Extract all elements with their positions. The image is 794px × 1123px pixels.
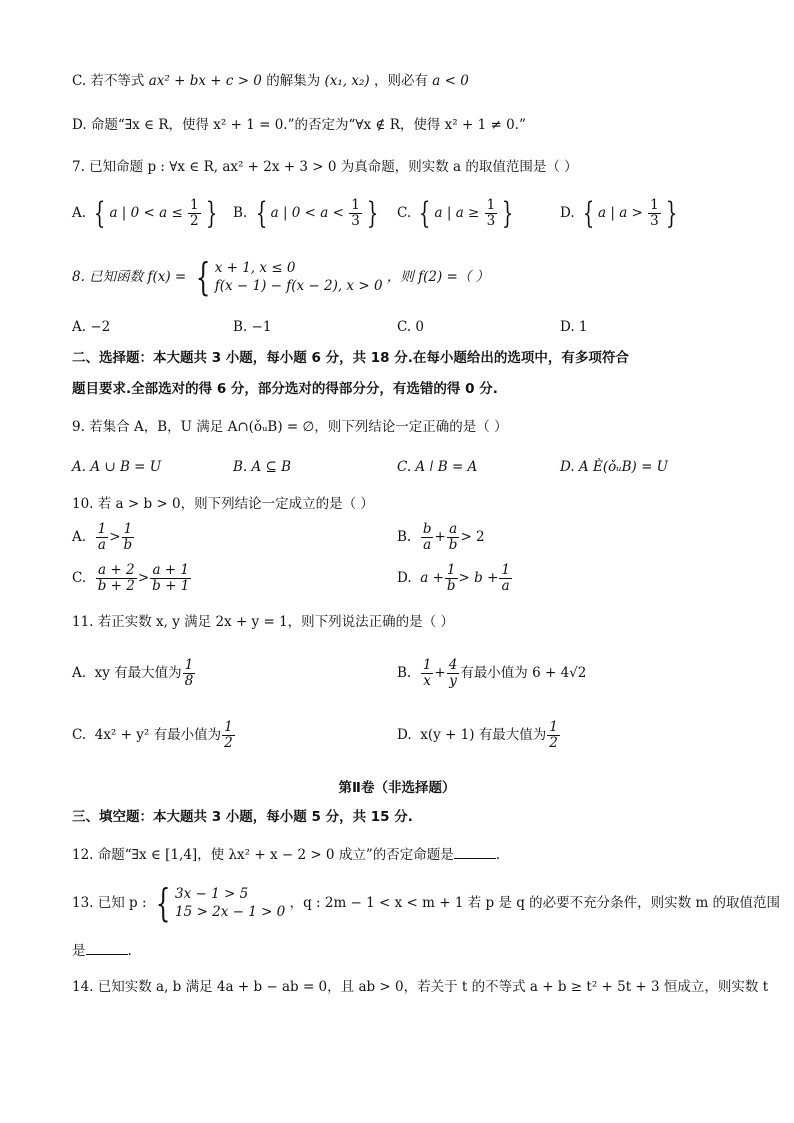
q9-option-d: D. A È(ǒᵤB) = U	[560, 459, 669, 475]
frac-num: 1	[422, 657, 432, 673]
fraction	[183, 658, 196, 689]
fraction	[447, 522, 460, 553]
q11-stem: 11. 若正实数 x, y 满足 2x + y = 1，则下列说法正确的是（ ）	[72, 614, 454, 630]
q7-option-b-label: B.	[233, 205, 248, 221]
section-3-heading: 三、填空题：本大题共 3 小题，每小题 5 分，共 15 分.	[72, 809, 413, 825]
operator: > b +	[458, 570, 499, 586]
q7-option-b-frac	[349, 198, 362, 229]
q10-option-c	[72, 563, 192, 594]
frac-num: 1	[501, 562, 510, 578]
frac-num: a + 2	[96, 563, 137, 579]
q8-piecewise	[215, 259, 383, 295]
right-brace-icon: }	[205, 195, 217, 231]
frac-num: b	[422, 521, 432, 537]
q7-option-c-label: C.	[397, 205, 412, 221]
frac-num: 1	[650, 197, 659, 213]
left-brace-icon: {	[419, 195, 431, 231]
q11-option-b: B. $\frac{1}{x}$ + $\frac{4}{y}$ 有最小值为 6 + 4√2	[397, 657, 587, 689]
q7-stem: 7. 已知命题 p : ∀x ∈ R, ax² + 2x + 3 > 0 为真命题，则实数 a 的取值范围是（ ）	[72, 159, 578, 175]
q7-option-a-expr: a | 0 < a ≤	[109, 205, 188, 221]
q14-line: 14. 已知实数 a, b 满足 4a + b − ab = 0，且 ab > 0，若关于 t 的不等式 a + b ≥ t² + 5t + 3 恒成立，则实数 t	[72, 979, 769, 995]
prefix: xy 有最大值为	[94, 665, 182, 681]
left-brace-icon: {	[94, 195, 106, 231]
q6c-set: (x₁, x₂)	[324, 73, 370, 89]
q8-case-2: f(x − 1) − f(x − 2), x > 0	[214, 278, 383, 294]
q6-option-c	[72, 72, 469, 90]
frac-num: a	[447, 522, 460, 538]
q13-line2-prefix: 是	[72, 943, 86, 959]
q10-option-a	[72, 522, 135, 553]
fraction	[447, 658, 460, 689]
q6c-expr: ax² + bx + c > 0	[148, 73, 262, 89]
frac-den: 3	[486, 213, 496, 229]
q7-option-a	[72, 195, 221, 231]
operator: +	[434, 529, 446, 545]
section-2-heading-line2: 题目要求.全部选对的得 6 分，部分选对的得部分分，有选错的得 0 分.	[72, 381, 498, 397]
q10-option-b-label: B.	[397, 529, 412, 545]
left-brace-icon: {	[255, 195, 267, 231]
q10-option-c-label: C.	[72, 570, 87, 586]
q11-option-c-label: C.	[72, 727, 87, 743]
q6c-end: ，则必有	[373, 73, 428, 89]
q7-option-b	[233, 195, 382, 231]
frac-den: b	[446, 578, 456, 594]
frac-den: 2	[549, 735, 558, 751]
section-2-heading-line1: 二、选择题：本大题共 3 小题，每小题 6 分，共 18 分.在每小题给出的选项中，有多项符合	[72, 350, 629, 366]
q9-stem: 9. 若集合 A，B，U 满足 A∩(ǒᵤB) = ∅，则下列结论一定正确的是（ ）	[72, 419, 508, 435]
right-brace-icon: }	[665, 195, 678, 231]
q13-suffix: ，q : 2m − 1 < x < m + 1 若 p 是 q 的必要不充分条件，则实数 m 的取值范围	[289, 895, 781, 911]
q7-option-a-frac	[188, 198, 201, 229]
q8-option-a: A. −2	[72, 319, 111, 335]
q7-option-c-expr: a | a ≥	[434, 205, 484, 221]
left-brace-icon: {	[155, 881, 171, 925]
q7-option-d-expr: a | a >	[598, 205, 648, 221]
frac-num: 1	[97, 521, 107, 537]
right-brace-icon: }	[502, 195, 514, 231]
q12-end: .	[495, 847, 501, 863]
frac-den: x	[423, 673, 431, 689]
frac-den: a	[423, 537, 432, 553]
frac-num: 1	[549, 719, 558, 735]
frac-num: 1	[190, 197, 199, 213]
q6c-mid: 的解集为	[266, 73, 321, 89]
q10-option-a-label: A.	[72, 529, 87, 545]
operator: >	[109, 529, 121, 545]
q7-option-c	[397, 195, 517, 231]
q11-option-c	[72, 720, 236, 751]
q8-option-c: C. 0	[397, 319, 425, 335]
q7-option-a-label: A.	[72, 205, 87, 221]
fraction	[499, 563, 512, 594]
q8-stem	[72, 255, 490, 299]
q8-option-d: D. 1	[560, 319, 588, 335]
frac-num: a + 1	[150, 563, 191, 579]
left-brace-icon: {	[582, 195, 595, 231]
q11-option-a-label: A.	[72, 665, 87, 681]
q12-text: 12. 命题“∃x ∈ [1,4]，使 λx² + x − 2 > 0 成立”的否定命题是	[72, 847, 454, 863]
q6-option-d: D. 命题“∃x ∈ R，使得 x² + 1 = 0.”的否定为“∀x ∉ R，使得 x² + 1 ≠ 0.”	[72, 117, 526, 133]
fraction	[547, 720, 560, 751]
fraction	[222, 720, 235, 751]
q7-option-b-expr: a | 0 < a <	[270, 205, 349, 221]
fraction	[122, 522, 135, 553]
answer-blank[interactable]	[86, 942, 128, 955]
q11-option-b-label: B.	[397, 665, 412, 681]
fraction	[150, 563, 191, 594]
q10-option-b	[397, 522, 485, 553]
left-brace-icon: {	[195, 255, 210, 299]
q13-line2	[72, 942, 132, 960]
q13-system	[175, 885, 285, 921]
fraction	[421, 658, 434, 689]
q7-option-d	[560, 195, 681, 231]
fraction	[445, 563, 458, 594]
q6c-prefix: C. 若不等式	[72, 73, 145, 89]
q9-option-c: C. A ǀ B = A	[397, 459, 478, 475]
q13-case-1: 3x − 1 > 5	[175, 886, 249, 902]
frac-den: a	[501, 578, 510, 594]
frac-den: b + 2	[97, 578, 135, 594]
part-2-title: 第Ⅱ卷（非选择题）	[338, 780, 456, 796]
prefix: x(y + 1) 有最大值为	[420, 727, 547, 743]
prefix: 4x² + y² 有最小值为	[94, 727, 222, 743]
frac-den: 3	[351, 213, 360, 229]
q13-case-2: 15 > 2x − 1 > 0	[175, 904, 286, 920]
frac-num: 1	[122, 522, 135, 538]
q10-stem: 10. 若 a > b > 0，则下列结论一定成立的是（ ）	[72, 496, 374, 512]
frac-den: b	[123, 537, 133, 553]
q11-option-d-label: D.	[397, 727, 412, 743]
tail: > 2	[460, 529, 485, 545]
frac-num: 1	[224, 719, 233, 735]
q8-prefix: 8. 已知函数 f(x) =	[72, 269, 187, 285]
fraction	[421, 522, 434, 553]
frac-num: 1	[486, 197, 496, 213]
prefix: a +	[420, 570, 444, 586]
q13-prefix: 13. 已知 p :	[72, 895, 147, 911]
operator: >	[137, 570, 150, 586]
q10-option-d	[397, 563, 513, 594]
q11-option-a	[72, 658, 196, 689]
q9-option-b: B. A ⊆ B	[233, 459, 292, 475]
q7-option-d-label: D.	[560, 205, 575, 221]
q10-option-d-label: D.	[397, 570, 412, 586]
right-brace-icon: }	[366, 195, 379, 231]
frac-den: a	[97, 537, 106, 553]
frac-num: 1	[445, 563, 458, 579]
frac-num: 4	[448, 657, 458, 673]
frac-den: b + 1	[152, 578, 190, 594]
fraction	[96, 522, 109, 553]
fraction	[96, 563, 137, 594]
frac-num: 1	[351, 197, 360, 213]
q9-option-a: A. A ∪ B = U	[72, 459, 162, 475]
q13-line	[72, 881, 781, 925]
tail: 有最小值为 6 + 4√2	[460, 665, 587, 681]
frac-den: y	[449, 673, 457, 689]
answer-blank[interactable]	[454, 846, 496, 859]
q7-option-c-frac	[485, 198, 498, 229]
frac-den: 8	[184, 673, 194, 689]
q8-case-1: x + 1, x ≤ 0	[214, 260, 296, 276]
q6c-conclusion: a < 0	[432, 73, 469, 89]
q7-option-d-frac	[648, 198, 661, 229]
q8-option-b: B. −1	[233, 319, 272, 335]
q8-suffix: ，则 f(2) =（ ）	[386, 269, 490, 285]
frac-den: b	[448, 537, 458, 553]
frac-num: 1	[184, 657, 194, 673]
frac-den: 3	[650, 213, 659, 229]
frac-den: 2	[224, 735, 233, 751]
frac-den: 2	[190, 213, 199, 229]
q11-option-d	[397, 720, 561, 751]
q12-line	[72, 846, 500, 864]
q13-line2-end: .	[127, 943, 132, 959]
